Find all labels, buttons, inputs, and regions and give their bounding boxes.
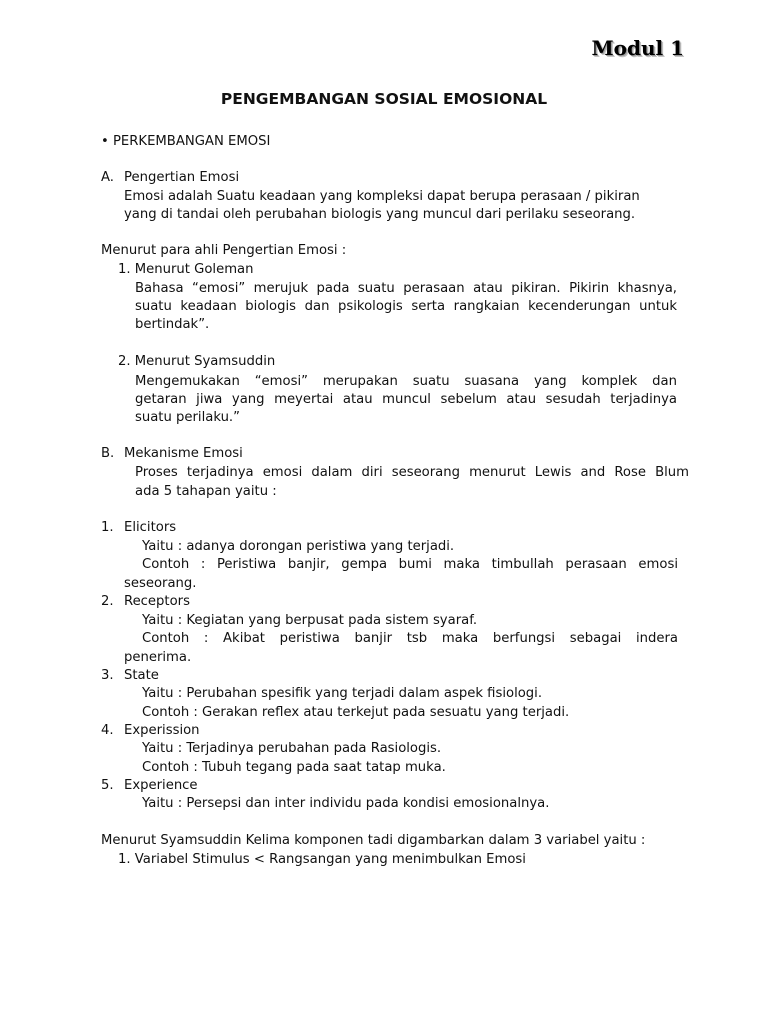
syamsuddin-line: getaran jiwa yang meyertai atau muncul sebelum atau sesudah terjadinya bbox=[135, 392, 677, 407]
section-b-line: Proses terjadinya emosi dalam diri seseorang menurut Lewis and Rose Blum bbox=[135, 465, 689, 480]
stage-number: 5. bbox=[101, 778, 114, 793]
section-a-marker: A. bbox=[101, 170, 114, 185]
stage-yaitu: Yaitu : Terjadinya perubahan pada Rasiologis. bbox=[142, 741, 442, 756]
stage-number: 4. bbox=[101, 723, 114, 738]
stage-contoh: Contoh : Peristiwa banjir, gempa bumi maka timbullah perasaan emosi bbox=[142, 557, 678, 572]
bullet-heading: • PERKEMBANGAN EMOSI bbox=[101, 134, 271, 149]
stage-name: State bbox=[124, 668, 159, 683]
stage-name: Receptors bbox=[124, 594, 190, 609]
stage-number: 3. bbox=[101, 668, 114, 683]
stage-contoh: Contoh : Gerakan reflex atau terkejut pada sesuatu yang terjadi. bbox=[142, 705, 570, 720]
section-b-line: ada 5 tahapan yaitu : bbox=[135, 484, 277, 499]
stage-yaitu: Yaitu : adanya dorongan peristiwa yang terjadi. bbox=[142, 539, 455, 554]
goleman-line: bertindak”. bbox=[135, 317, 210, 332]
stage-contoh: seseorang. bbox=[124, 576, 197, 591]
goleman-line: suatu keadaan biologis dan psikologis serta rangkaian kecenderungan untuk bbox=[135, 299, 677, 314]
syamsuddin-line: suatu perilaku.” bbox=[135, 410, 240, 425]
stage-name: Experission bbox=[124, 723, 200, 738]
syamsuddin-line: Mengemukakan “emosi” merupakan suatu suasana yang komplek dan bbox=[135, 374, 677, 389]
page-title: PENGEMBANGAN SOSIAL EMOSIONAL bbox=[220, 90, 548, 108]
section-a-heading: Pengertian Emosi bbox=[124, 170, 240, 185]
stage-number: 1. bbox=[101, 520, 114, 535]
section-a-paragraph-line: Emosi adalah Suatu keadaan yang kompleksi dapat berupa perasaan / pikiran bbox=[124, 189, 640, 204]
syamsuddin-heading: 2. Menurut Syamsuddin bbox=[118, 354, 276, 369]
stage-number: 2. bbox=[101, 594, 114, 609]
stage-name: Elicitors bbox=[124, 520, 177, 535]
stage-yaitu: Yaitu : Kegiatan yang berpusat pada sistem syaraf. bbox=[142, 613, 478, 628]
section-b-heading: Mekanisme Emosi bbox=[124, 446, 243, 461]
experts-intro: Menurut para ahli Pengertian Emosi : bbox=[101, 243, 347, 258]
closing-line: Menurut Syamsuddin Kelima komponen tadi digambarkan dalam 3 variabel yaitu : bbox=[101, 833, 646, 848]
goleman-heading: 1. Menurut Goleman bbox=[118, 262, 254, 277]
stage-yaitu: Yaitu : Perubahan spesifik yang terjadi dalam aspek fisiologi. bbox=[142, 686, 543, 701]
stage-yaitu: Yaitu : Persepsi dan inter individu pada kondisi emosionalnya. bbox=[142, 796, 550, 811]
section-a-paragraph-line: yang di tandai oleh perubahan biologis yang muncul dari perilaku seseorang. bbox=[124, 207, 636, 222]
section-b-marker: B. bbox=[101, 446, 115, 461]
goleman-line: Bahasa “emosi” merujuk pada suatu perasaan atau pikiran. Pikirin khasnya, bbox=[135, 281, 677, 296]
variable-item: 1. Variabel Stimulus < Rangsangan yang menimbulkan Emosi bbox=[118, 852, 526, 867]
stage-name: Experience bbox=[124, 778, 198, 793]
stage-contoh: Contoh : Akibat peristiwa banjir tsb maka berfungsi sebagai indera bbox=[142, 631, 678, 646]
stage-contoh: Contoh : Tubuh tegang pada saat tatap muka. bbox=[142, 760, 446, 775]
module-label: Modul 1 bbox=[591, 36, 684, 60]
stage-contoh: penerima. bbox=[124, 650, 192, 665]
